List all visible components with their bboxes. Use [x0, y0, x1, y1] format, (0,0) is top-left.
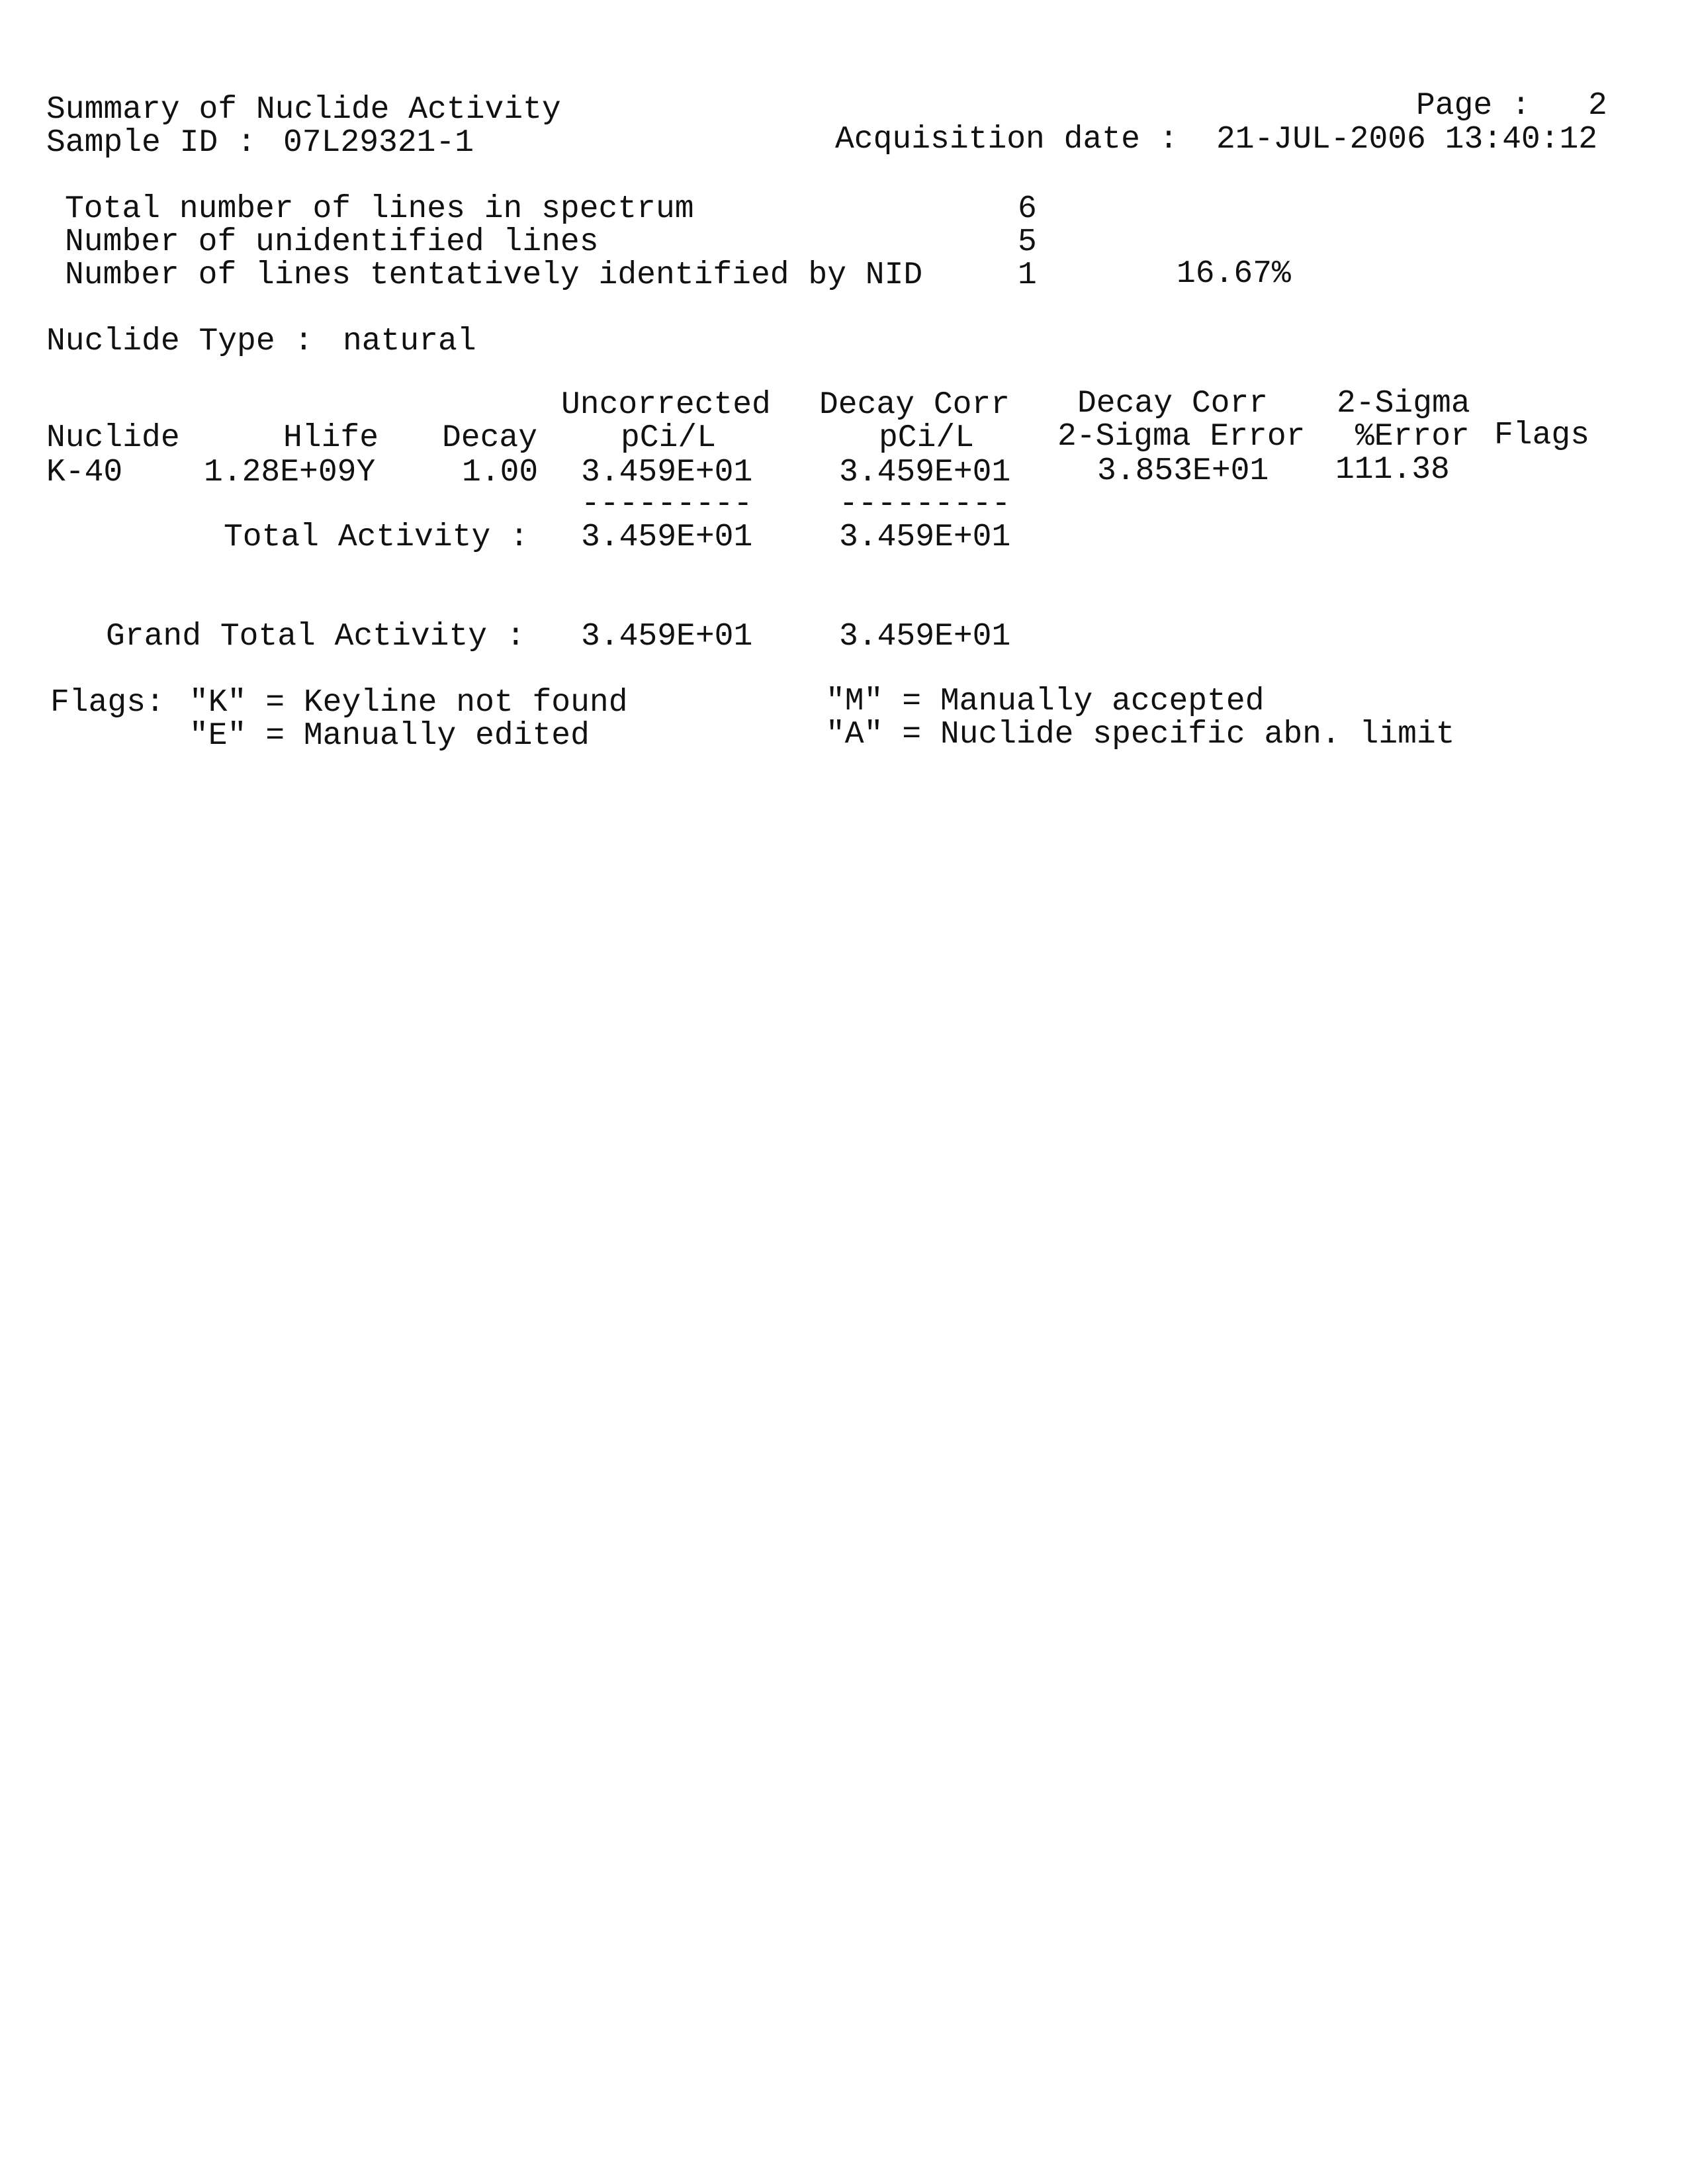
acquisition-label: Acquisition date :	[835, 122, 1179, 158]
col-sigma-pct-bottom: %Error	[1355, 419, 1470, 455]
unidentified-lines-label: Number of unidentified lines	[65, 224, 599, 260]
tentative-lines-label: Number of lines tentatively identified by NID	[65, 257, 923, 293]
cell-uncorrected: 3.459E+01	[581, 455, 753, 490]
separator-uncorrected: ---------	[581, 486, 753, 522]
flag-a-legend: "A" = Nuclide specific abn. limit	[826, 717, 1455, 752]
total-activity-label: Total Activity :	[224, 520, 529, 555]
flag-k-legend: "K" = Keyline not found	[189, 685, 628, 721]
col-decay-corr-err-bottom: 2-Sigma Error	[1057, 419, 1306, 455]
col-uncorrected-bottom: pCi/L	[621, 420, 717, 456]
cell-decay: 1.00	[462, 455, 539, 490]
col-decay-corr-err-top: Decay Corr	[1077, 386, 1269, 422]
cell-decay-corr: 3.459E+01	[839, 455, 1011, 490]
cell-sigma-pct: 111.38	[1335, 452, 1450, 488]
sample-id: 07L29321-1	[283, 125, 474, 161]
grand-total-decay-corr: 3.459E+01	[839, 619, 1011, 655]
grand-total-uncorrected: 3.459E+01	[581, 619, 753, 655]
unidentified-lines-value: 5	[1018, 224, 1037, 260]
acquisition-date: 21-JUL-2006 13:40:12	[1216, 122, 1598, 158]
cell-nuclide: K-40	[46, 455, 123, 490]
grand-total-label: Grand Total Activity :	[106, 619, 525, 655]
total-lines-label: Total number of lines in spectrum	[65, 191, 694, 227]
flag-e-legend: "E" = Manually edited	[189, 718, 590, 754]
col-decay: Decay	[442, 420, 538, 456]
col-nuclide: Nuclide	[46, 420, 180, 456]
col-sigma-pct-top: 2-Sigma	[1337, 386, 1470, 422]
col-uncorrected-top: Uncorrected	[561, 387, 771, 423]
page-number: 2	[1588, 88, 1607, 124]
flag-m-legend: "M" = Manually accepted	[826, 684, 1265, 719]
col-decay-corr-top: Decay Corr	[819, 387, 1010, 423]
nuclide-type-value: natural	[343, 324, 476, 359]
separator-decay-corr: ---------	[839, 486, 1011, 522]
report-title: Summary of Nuclide Activity	[46, 92, 561, 128]
flags-legend-label: Flags:	[50, 685, 165, 721]
total-activity-decay-corr: 3.459E+01	[839, 520, 1011, 555]
cell-sigma-error: 3.853E+01	[1097, 453, 1269, 489]
tentative-lines-value: 1	[1018, 257, 1037, 293]
col-decay-corr-bottom: pCi/L	[879, 420, 975, 456]
cell-hlife: 1.28E+09Y	[204, 455, 376, 490]
page-label: Page :	[1416, 88, 1531, 124]
tentative-lines-percent: 16.67%	[1177, 256, 1291, 292]
total-lines-value: 6	[1018, 191, 1037, 227]
total-activity-uncorrected: 3.459E+01	[581, 520, 753, 555]
nuclide-type-label: Nuclide Type :	[46, 324, 314, 359]
sample-id-label: Sample ID :	[46, 125, 256, 161]
col-flags: Flags	[1494, 418, 1590, 453]
col-hlife: Hlife	[283, 420, 379, 456]
